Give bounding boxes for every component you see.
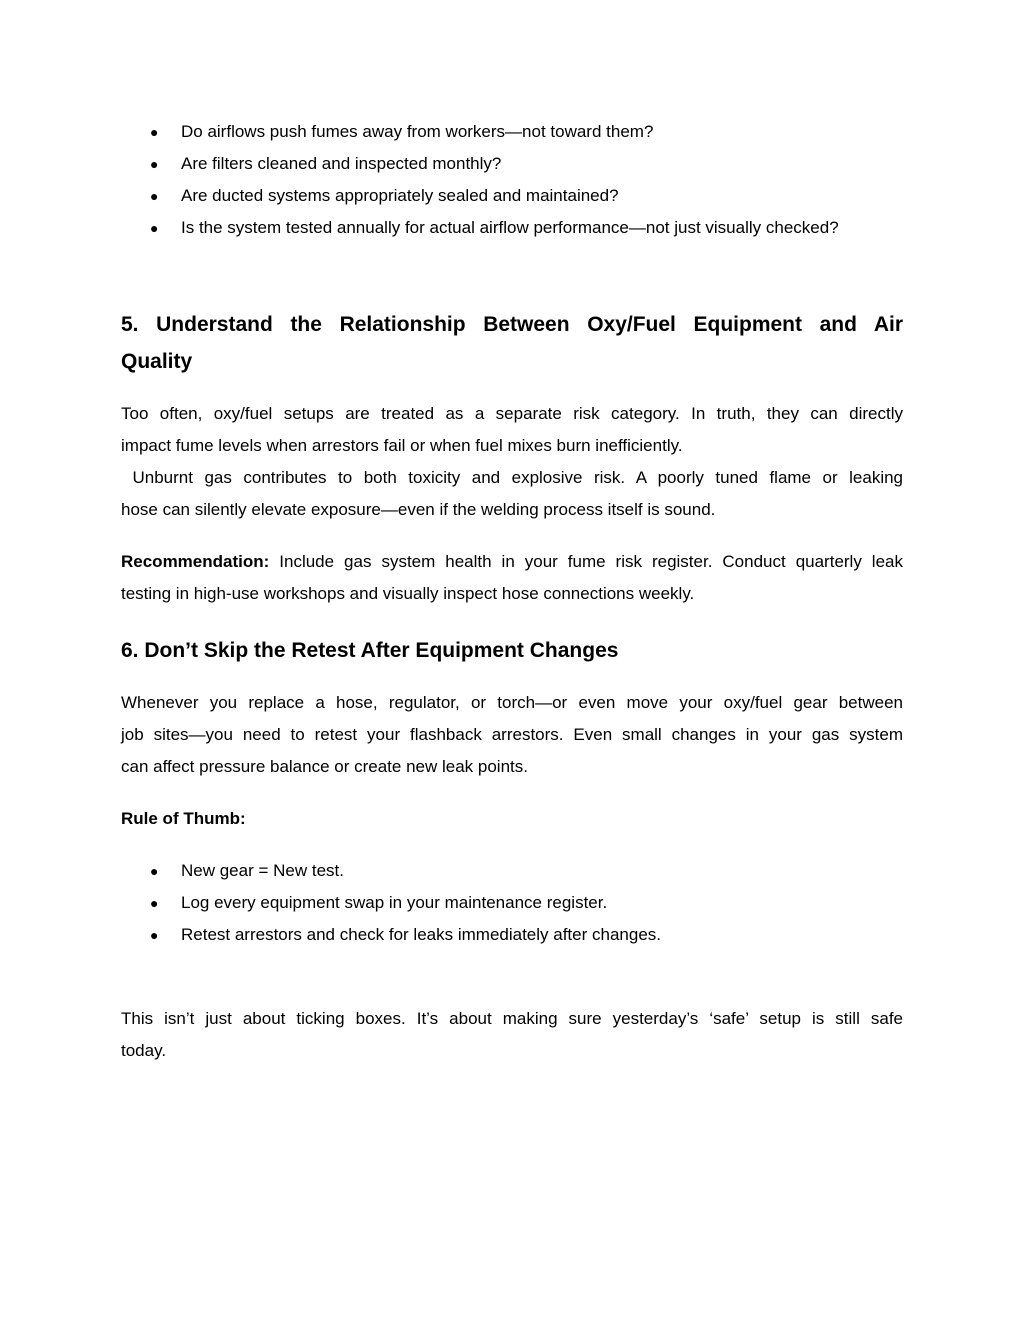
section-5-paragraph: Too often, oxy/fuel setups are treated as a separate risk category. In truth, they can directly impact fume levels when arrestors fail or when fuel mixes burn inefficiently. Unburnt gas contributes to both toxicity and explosive risk. A poorly tuned flame or leaking hose can silently elevate exposure—even if the welding process itself is sound. (121, 404, 903, 519)
bullet-icon: ● (150, 220, 159, 236)
bullet-icon: ● (150, 927, 159, 943)
ventilation-checklist (121, 116, 903, 244)
bullet-icon: ● (150, 156, 159, 172)
rule-of-thumb-list (121, 855, 903, 951)
list-item: ● Log every equipment swap in your maintenance register. (121, 887, 903, 919)
document-page (121, 116, 903, 1067)
bullet-icon: ● (150, 188, 159, 204)
list-item: ● New gear = New test. (121, 855, 903, 887)
list-item: ● Do airflows push fumes away from workers—not toward them? (121, 116, 903, 148)
list-item: ● Retest arrestors and check for leaks immediately after changes. (121, 919, 903, 951)
bullet-icon: ● (150, 895, 159, 911)
section-6-heading: 6. Don’t Skip the Retest After Equipment Changes (121, 639, 619, 662)
bullet-icon: ● (150, 863, 159, 879)
bullet-icon: ● (150, 124, 159, 140)
list-item: ● Is the system tested annually for actual airflow performance—not just visually checked? (121, 212, 903, 244)
closing-paragraph: This isn’t just about ticking boxes. It’s about making sure yesterday’s ‘safe’ setup is still safe today. (121, 1009, 903, 1060)
section-5-heading: 5. Understand the Relationship Between Oxy/Fuel Equipment and Air Quality (121, 313, 903, 373)
list-item: ● Are ducted systems appropriately sealed and maintained? (121, 180, 903, 212)
recommendation-label: Recommendation: (121, 552, 270, 571)
section-6-paragraph: Whenever you replace a hose, regulator, or torch—or even move your oxy/fuel gear between job sites—you need to retest your flashback arrestors. Even small changes in your gas system can affect pressure balance or create new leak points. (121, 693, 903, 776)
rule-of-thumb-label: Rule of Thumb: (121, 809, 246, 828)
list-item: ● Are filters cleaned and inspected monthly? (121, 148, 903, 180)
recommendation-paragraph: Recommendation: Include gas system health in your fume risk register. Conduct quarterly leak testing in high-use workshops and visually inspect hose connections weekly. (121, 552, 903, 603)
